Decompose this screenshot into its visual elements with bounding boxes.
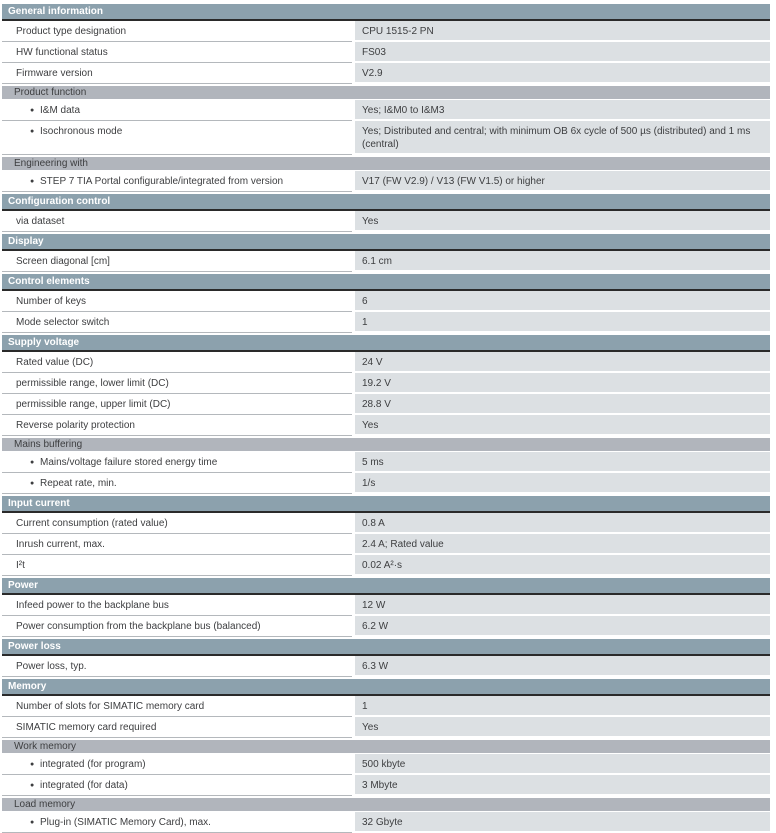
row-value: 24 V xyxy=(352,352,770,373)
row-label xyxy=(2,452,352,473)
table-row xyxy=(2,717,770,738)
row-value: 1 xyxy=(352,696,770,717)
row-label-text: SIMATIC memory card required xyxy=(16,722,157,733)
row-value: 0.02 A²·s xyxy=(352,555,770,576)
subsection-header: Load memory xyxy=(2,798,770,811)
row-value: 6.1 cm xyxy=(352,251,770,272)
row-label-text: integrated (for program) xyxy=(40,759,146,770)
table-row xyxy=(2,100,770,121)
table-row xyxy=(2,63,770,84)
row-value: 0.8 A xyxy=(352,513,770,534)
row-value: Yes; I&M0 to I&M3 xyxy=(352,100,770,121)
table-row xyxy=(2,415,770,436)
row-label xyxy=(2,812,352,833)
row-label-text: Mains/voltage failure stored energy time xyxy=(40,457,218,468)
row-label-text: Power consumption from the backplane bus (balanced) xyxy=(16,621,261,632)
table-row xyxy=(2,394,770,415)
spec-datasheet-table xyxy=(2,4,770,833)
row-label xyxy=(2,121,352,155)
subsection-header: Work memory xyxy=(2,740,770,753)
table-row xyxy=(2,473,770,494)
section-header: General information xyxy=(2,4,770,21)
row-value: Yes xyxy=(352,211,770,232)
table-row xyxy=(2,352,770,373)
table-row xyxy=(2,616,770,637)
row-value: 500 kbyte xyxy=(352,754,770,775)
row-label-text: Firmware version xyxy=(16,68,93,79)
table-row xyxy=(2,291,770,312)
table-row xyxy=(2,121,770,155)
row-value: CPU 1515-2 PN xyxy=(352,21,770,42)
bullet-icon: ● xyxy=(30,819,35,826)
row-label xyxy=(2,63,352,84)
row-label-text: integrated (for data) xyxy=(40,780,128,791)
row-label-text: Power loss, typ. xyxy=(16,661,87,672)
row-label xyxy=(2,352,352,373)
row-value: 28.8 V xyxy=(352,394,770,415)
row-label-text: I²t xyxy=(16,560,25,571)
section-header: Display xyxy=(2,234,770,251)
row-label-text: I&M data xyxy=(40,105,81,116)
table-row xyxy=(2,452,770,473)
row-label xyxy=(2,42,352,63)
table-row xyxy=(2,312,770,333)
row-label xyxy=(2,312,352,333)
subsection-header: Engineering with xyxy=(2,157,770,170)
row-value: 19.2 V xyxy=(352,373,770,394)
row-label xyxy=(2,696,352,717)
table-row xyxy=(2,696,770,717)
row-value: 6.3 W xyxy=(352,656,770,677)
subsection-header: Product function xyxy=(2,86,770,99)
bullet-icon: ● xyxy=(30,459,35,466)
row-label xyxy=(2,595,352,616)
row-label-text: Number of keys xyxy=(16,296,87,307)
section-header: Input current xyxy=(2,496,770,513)
row-label-text: STEP 7 TIA Portal configurable/integrated from version xyxy=(40,176,284,187)
row-label-text: Infeed power to the backplane bus xyxy=(16,600,169,611)
row-label-text: Number of slots for SIMATIC memory card xyxy=(16,701,205,712)
table-row xyxy=(2,534,770,555)
row-label-text: Screen diagonal [cm] xyxy=(16,256,110,267)
row-value: 1 xyxy=(352,312,770,333)
row-label-text: Isochronous mode xyxy=(40,126,123,137)
row-value: Yes; Distributed and central; with minimum OB 6x cycle of 500 µs (distributed) and 1 ms (central) xyxy=(352,121,770,155)
row-label-text: permissible range, lower limit (DC) xyxy=(16,378,169,389)
row-label xyxy=(2,291,352,312)
table-row xyxy=(2,812,770,833)
table-row xyxy=(2,171,770,192)
row-value: FS03 xyxy=(352,42,770,63)
row-label xyxy=(2,251,352,272)
section-header: Power xyxy=(2,578,770,595)
row-label xyxy=(2,717,352,738)
row-value: 12 W xyxy=(352,595,770,616)
table-row xyxy=(2,211,770,232)
row-label-text: HW functional status xyxy=(16,47,108,58)
row-label xyxy=(2,100,352,121)
section-header: Configuration control xyxy=(2,194,770,211)
row-label-text: Rated value (DC) xyxy=(16,357,94,368)
section-header: Control elements xyxy=(2,274,770,291)
row-label-text: Reverse polarity protection xyxy=(16,420,135,431)
row-label xyxy=(2,211,352,232)
table-row xyxy=(2,595,770,616)
table-row xyxy=(2,775,770,796)
row-label-text: Product type designation xyxy=(16,26,127,37)
row-label xyxy=(2,754,352,775)
bullet-icon: ● xyxy=(30,761,35,768)
section-header: Supply voltage xyxy=(2,335,770,352)
row-value: 6 xyxy=(352,291,770,312)
row-label xyxy=(2,394,352,415)
row-label xyxy=(2,373,352,394)
row-label xyxy=(2,21,352,42)
table-row xyxy=(2,513,770,534)
bullet-icon: ● xyxy=(30,128,35,135)
bullet-icon: ● xyxy=(30,782,35,789)
row-value: 32 Gbyte xyxy=(352,812,770,833)
row-value: 1/s xyxy=(352,473,770,494)
table-row xyxy=(2,373,770,394)
bullet-icon: ● xyxy=(30,107,35,114)
section-header: Memory xyxy=(2,679,770,696)
table-row xyxy=(2,42,770,63)
bullet-icon: ● xyxy=(30,480,35,487)
row-value: V17 (FW V2.9) / V13 (FW V1.5) or higher xyxy=(352,171,770,192)
row-label xyxy=(2,473,352,494)
section-header: Power loss xyxy=(2,639,770,656)
row-label-text: via dataset xyxy=(16,216,65,227)
table-row xyxy=(2,21,770,42)
row-label xyxy=(2,616,352,637)
row-label-text: Mode selector switch xyxy=(16,317,110,328)
table-row xyxy=(2,656,770,677)
row-label xyxy=(2,775,352,796)
row-label xyxy=(2,656,352,677)
bullet-icon: ● xyxy=(30,178,35,185)
row-value: 5 ms xyxy=(352,452,770,473)
row-label-text: Current consumption (rated value) xyxy=(16,518,168,529)
row-value: Yes xyxy=(352,717,770,738)
row-value: V2.9 xyxy=(352,63,770,84)
row-value: 2.4 A; Rated value xyxy=(352,534,770,555)
subsection-header: Mains buffering xyxy=(2,438,770,451)
row-label xyxy=(2,171,352,192)
row-label xyxy=(2,415,352,436)
row-value: 6.2 W xyxy=(352,616,770,637)
table-row xyxy=(2,251,770,272)
row-label xyxy=(2,555,352,576)
row-label xyxy=(2,534,352,555)
table-row xyxy=(2,754,770,775)
row-value: 3 Mbyte xyxy=(352,775,770,796)
row-label xyxy=(2,513,352,534)
row-label-text: Inrush current, max. xyxy=(16,539,105,550)
row-label-text: Plug-in (SIMATIC Memory Card), max. xyxy=(40,817,211,828)
row-label-text: Repeat rate, min. xyxy=(40,478,117,489)
table-row xyxy=(2,555,770,576)
row-value: Yes xyxy=(352,415,770,436)
row-label-text: permissible range, upper limit (DC) xyxy=(16,399,171,410)
